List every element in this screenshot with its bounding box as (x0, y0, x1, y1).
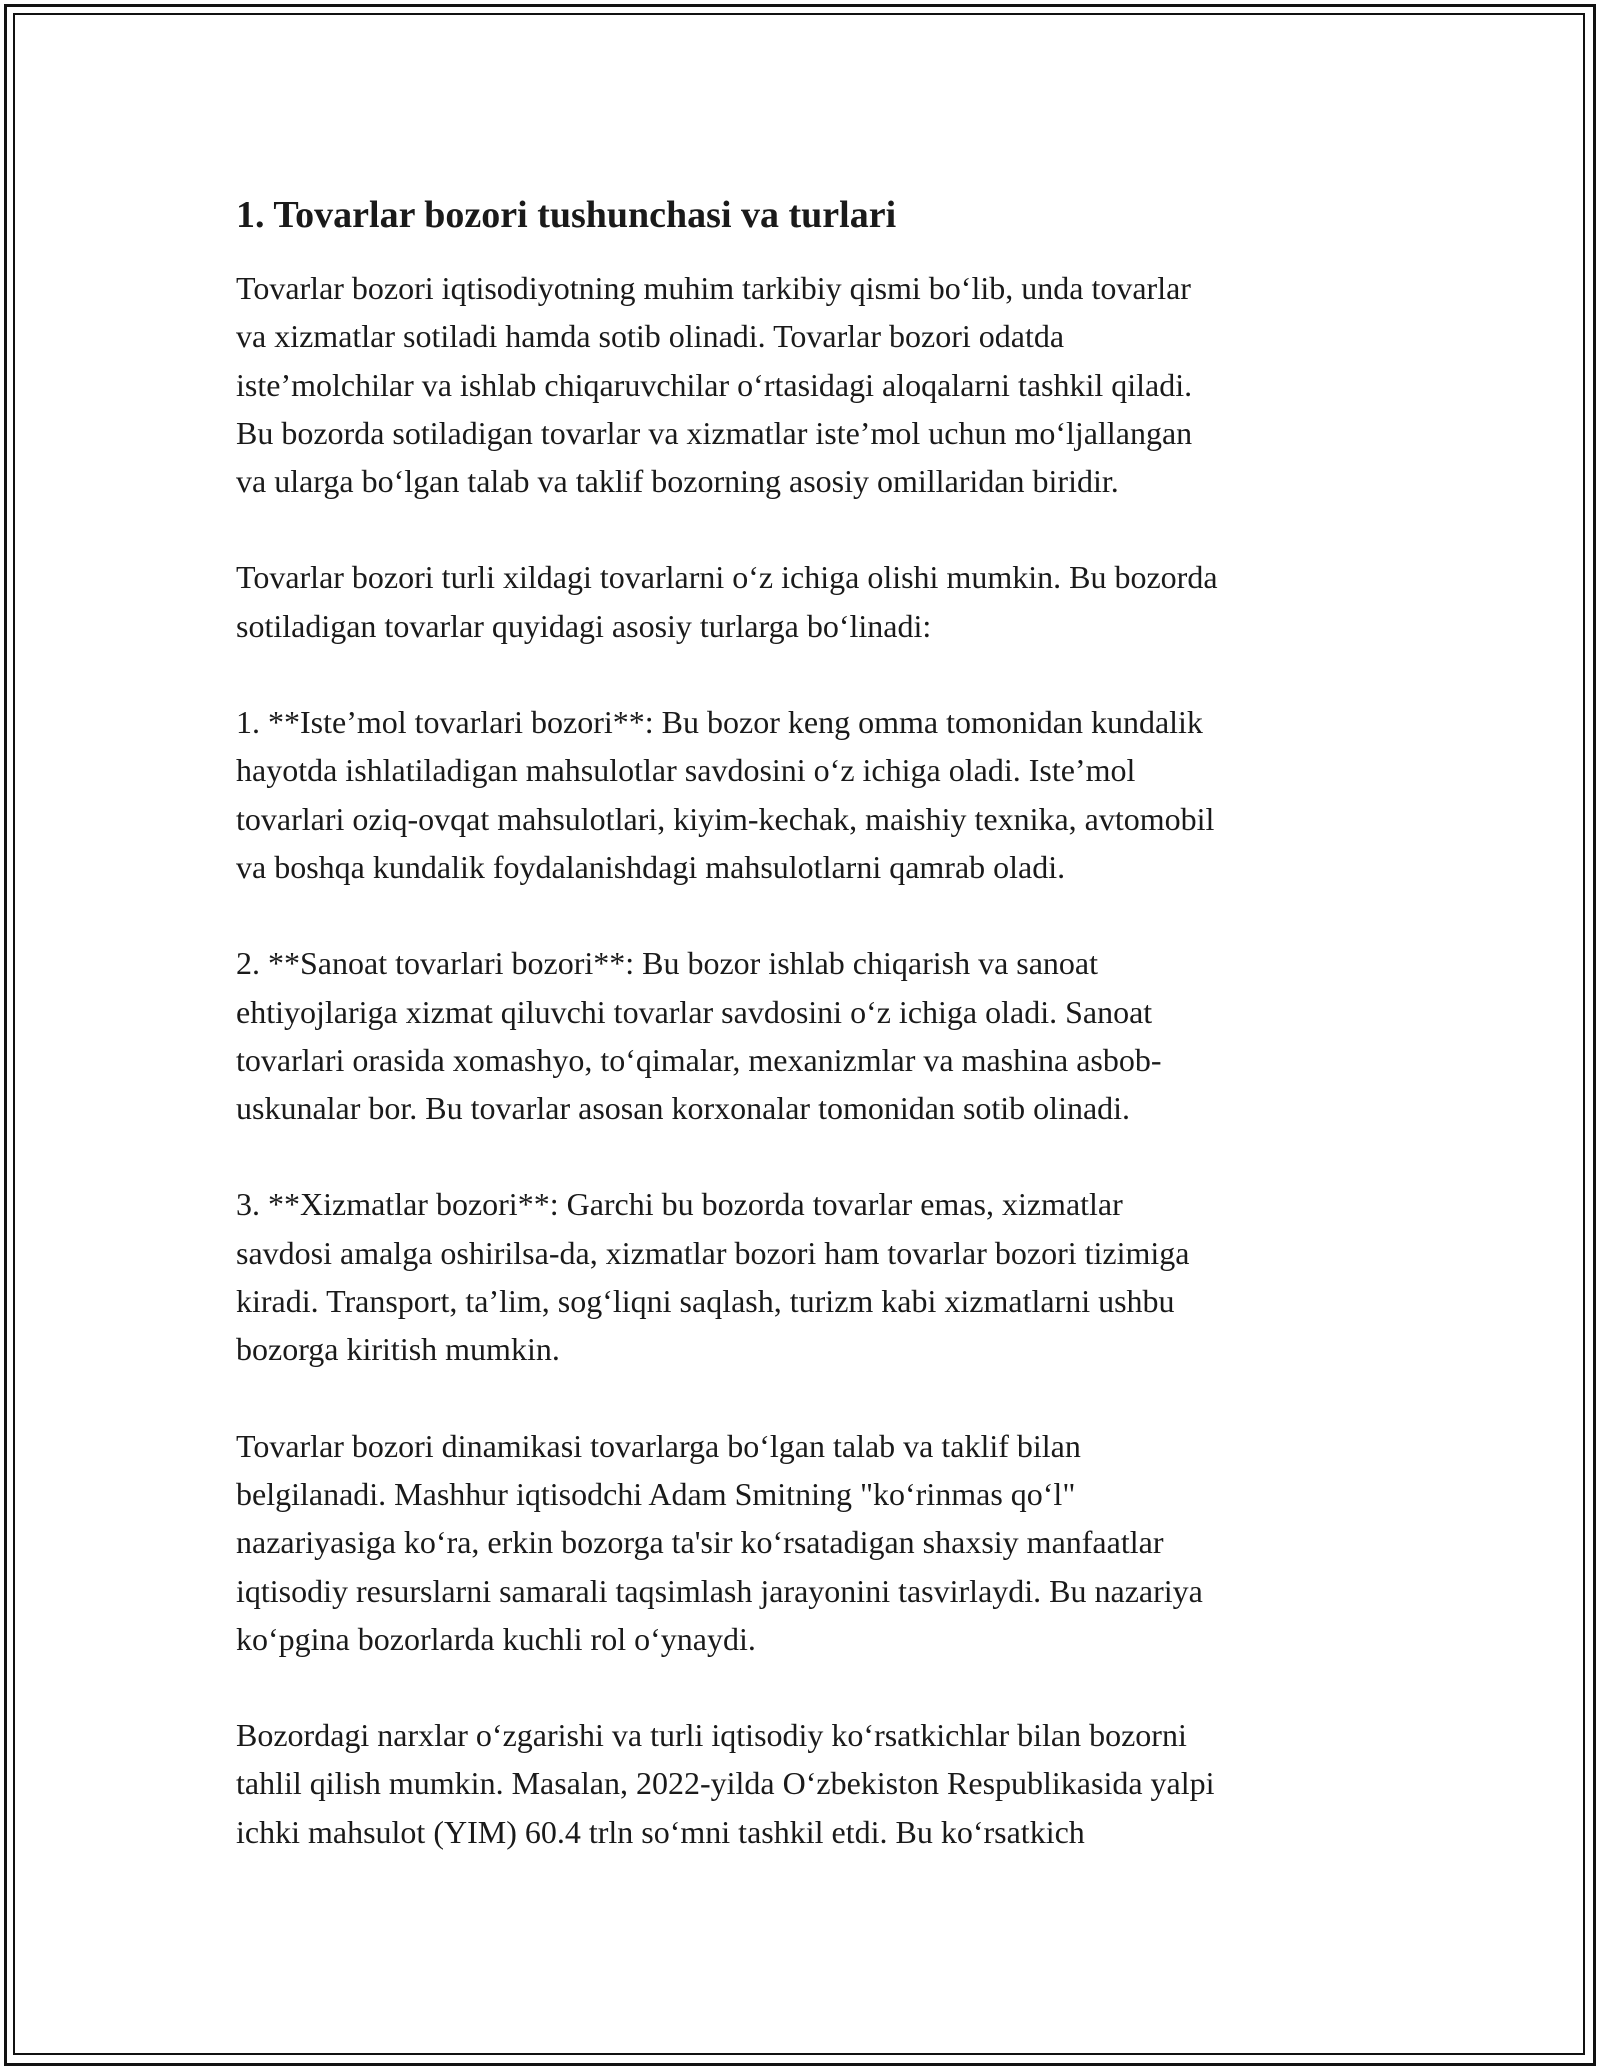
paragraph-intro: Tovarlar bozori iqtisodiyotning muhim tarkibiy qismi bo‘lib, unda tovarlar va xizmatlar sotiladi hamda sotib olinadi. Tovarlar bozori odatda iste’molchilar va ishlab chiqaruvchilar o‘rtasidagi aloqalarni tashkil qiladi. Bu bozorda sotiladigan tovarlar va xizmatlar iste’mol uchun mo‘ljallangan va ularga bo‘lgan talab va taklif bozorning asosiy omillaridan biridir. (236, 270, 1193, 500)
paragraph-market-dynamics: Tovarlar bozori dinamikasi tovarlarga bo‘lgan talab va taklif bilan belgilanadi. Mashhur iqtisodchi Adam Smitning "ko‘rinmas qo‘l" nazariyasiga ko‘ra, erkin bozorga ta'sir ko‘rsatadigan shaxsiy manfaatlar iqtisodiy resurslarni samarali taqsimlash jarayonini tasvirlaydi. Bu nazariya ko‘pgina bozorlarda kuchli rol o‘ynaydi. (236, 1427, 1203, 1657)
list-item-consumer-goods: 1. **Iste’mol tovarlari bozori**: Bu bozor keng omma tomonidan kundalik hayotda ishlatiladigan mahsulotlar savdosini o‘z ichiga oladi. Iste’mol tovarlari oziq-ovqat mahsulotlari, kiyim-kechak, maishiy texnika, avtomobil va boshqa kundalik foydalanishdagi mahsulotlarni qamrab oladi. (236, 704, 1215, 885)
section-heading: 1. Tovarlar bozori tushunchasi va turlari (236, 194, 897, 236)
paragraph-types-intro: Tovarlar bozori turli xildagi tovarlarni o‘z ichiga olishi mumkin. Bu bozorda sotiladigan tovarlar quyidagi asosiy turlarga bo‘linadi: (236, 559, 1218, 644)
list-item-services: 3. **Xizmatlar bozori**: Garchi bu bozorda tovarlar emas, xizmatlar savdosi amalga oshirilsa-da, xizmatlar bozori ham tovarlar bozori tizimiga kiradi. Transport, ta’lim, sog‘liqni saqlash, turizm kabi xizmatlarni ushbu bozorga kiritish mumkin. (236, 1186, 1190, 1368)
document-body (236, 188, 1366, 1856)
paragraph-price-analysis: Bozordagi narxlar o‘zgarishi va turli iqtisodiy ko‘rsatkichlar bilan bozorni tahlil qilish mumkin. Masalan, 2022-yilda O‘zbekiston Respublikasida yalpi ichki mahsulot (YIM) 60.4 trln so‘mni tashkil etdi. Bu ko‘rsatkich (236, 1717, 1215, 1850)
list-item-industrial-goods: 2. **Sanoat tovarlari bozori**: Bu bozor ishlab chiqarish va sanoat ehtiyojlariga xizmat qiluvchi tovarlar savdosini o‘z ichiga oladi. Sanoat tovarlari orasida xomashyo, to‘qimalar, mexanizmlar va mashina asbob- uskunalar bor. Bu tovarlar asosan korxonalar tomonidan sotib olinadi. (236, 945, 1162, 1127)
